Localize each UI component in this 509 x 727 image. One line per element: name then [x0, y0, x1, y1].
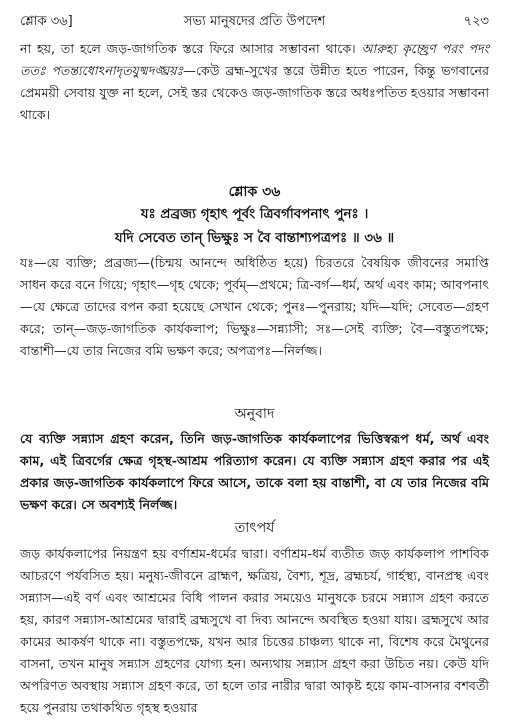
intro-text-1: না হয়, তা হলে জড়-জাগতিক স্তরে ফিরে আসার সম্ভাবনা থাকে।: [20, 41, 362, 56]
verse-title: শ্লোক ৩৬: [228, 184, 281, 200]
page-header: [20, 10, 489, 30]
synonyms-paragraph: যঃ—যে ব্যক্তি; প্রব্রজ্য—(চিন্ময় আনন্দে অধিষ্ঠিত হয়ে) চিরতরে বৈষয়িক জীবনের সমাপ্তি সাধন করে বনে গিয়ে; গৃহাৎ—গৃহ থেকে; পূর্বম্—প্রথমে; ত্রি-বর্গ—ধর্ম, অর্থ এবং কাম; আবপনাৎ—যে ক্ষেত্রে তাদের বপন করা হয়েছে সেখান থেকে; পুনঃ—পুনরায়; যদি—যদি; সেবেত—গ্রহণ করে; তান্—জড়-জাগতিক কার্যকলাপ; ভিক্ষুঃ—সন্ন্যাসী; সঃ—সেই ব্যক্তি; বৈ—বস্তুতপক্ষে; বান্তাশী—যে তার নিজের বমি ভক্ষণ করে; অপত্রপঃ—নির্লজ্জ।: [20, 255, 489, 358]
intro-paragraph: [20, 38, 489, 126]
translation-paragraph: যে ব্যক্তি সন্ন্যাস গ্রহণ করেন, তিনি জড়-জাগতিক কার্যকলাপের ভিত্তিস্বরূপ ধর্ম, অর্থ এবং কাম, এই ত্রিবর্গের ক্ষেত্র গৃহস্থ-আশ্রম পরিত্যাগ করেন। যে ব্যক্তি সন্ন্যাস গ্রহণ করার পর এই প্রকার জড়-জাগতিক কার্যকলাপে ফিরে আসে, তাকে বলা হয় বান্তাশী, বা যে তার নিজের বমি ভক্ষণ করে। সে অবশ্যই নির্লজ্জ।: [20, 431, 489, 512]
verse-line-1: যঃ প্রব্রজ্য গৃহাৎ পূর্বং ত্রিবর্গাবপনাৎ পুনঃ ।: [140, 206, 369, 222]
intro-text-2: —কেউ ব্রহ্ম-সুখের স্তরে উন্নীত হতে পারেন, কিন্তু ভগবানের প্রেমময়ী সেবায় যুক্ত না হলে, সেই স্তর থেকেও জড়-জাগতিক স্তরে অধঃপতিত হওয়ার সম্ভাবনা থাকে।: [20, 63, 489, 122]
header-verse-ref: শ্লোক ৩৬]: [20, 14, 73, 29]
header-page-number: ৭২৩: [463, 14, 489, 29]
header-chapter-title: সভ্য মানুষদের প্রতি উপদেশ: [183, 14, 326, 29]
translation-title: অনুবাদ: [234, 406, 275, 422]
purport-paragraph: জড় কার্যকলাপের নিয়ন্ত্রণ হয় বর্ণাশ্রম-ধর্মের দ্বারা। বর্ণাশ্রম-ধর্ম ব্যতীত জড় কার্যকলাপ পাশবিক আচরণে পর্যবসিত হয়। মনুষ্য-জীবনে ব্রাহ্মণ, ক্ষত্রিয়, বৈশ্য, শূদ্র, ব্রহ্মচর্য, গার্হস্থ্য, বানপ্রস্থ এবং সন্ন্যাস—এই বর্ণ এবং আশ্রমের বিধি পালন করার সময়েও মানুষকে চরমে সন্ন্যাস গ্রহণ করতে হয়, কারণ সন্ন্যাস-আশ্রমের দ্বারাই ব্রহ্মসুখে বা দিব্য আনন্দে অবস্থিত হওয়া যায়। ব্রহ্মসুখে আর কামের আকর্ষণ থাকে না। বস্তুতপক্ষে, যখন আর চিত্তের চাঞ্চল্য থাকে না, বিশেষ করে মৈথুনের বাসনা, তখন মানুষ সন্ন্যাস গ্রহণের যোগ্য হন। অন্যথায় সন্ন্যাস গ্রহণ করা উচিত নয়। কেউ যদি অপরিণত অবস্থায় সন্ন্যাস গ্রহণ করে, তা হলে তার নারীর দ্বারা আকৃষ্ট হয়ে কাম-বাসনার বশবর্তী হয়ে পুনরায় তথাকথিত গৃহস্থ হওয়ার: [20, 546, 489, 715]
verse-text: [30, 202, 479, 250]
intro-quote: আরুহ্য কৃচ্ছ্রেণ পরং পদং ততঃ পতন্ত্যধোঽনাদৃতযুষ্মদঙ্ঘ্রয়ঃ: [20, 41, 489, 78]
verse-line-2: যদি সেবেত তান্ ভিক্ষুঃ স বৈ বান্তাশ্যপত্রপঃ ॥ ৩৬ ॥: [114, 230, 395, 246]
purport-title: তাৎপর্য: [234, 520, 275, 536]
